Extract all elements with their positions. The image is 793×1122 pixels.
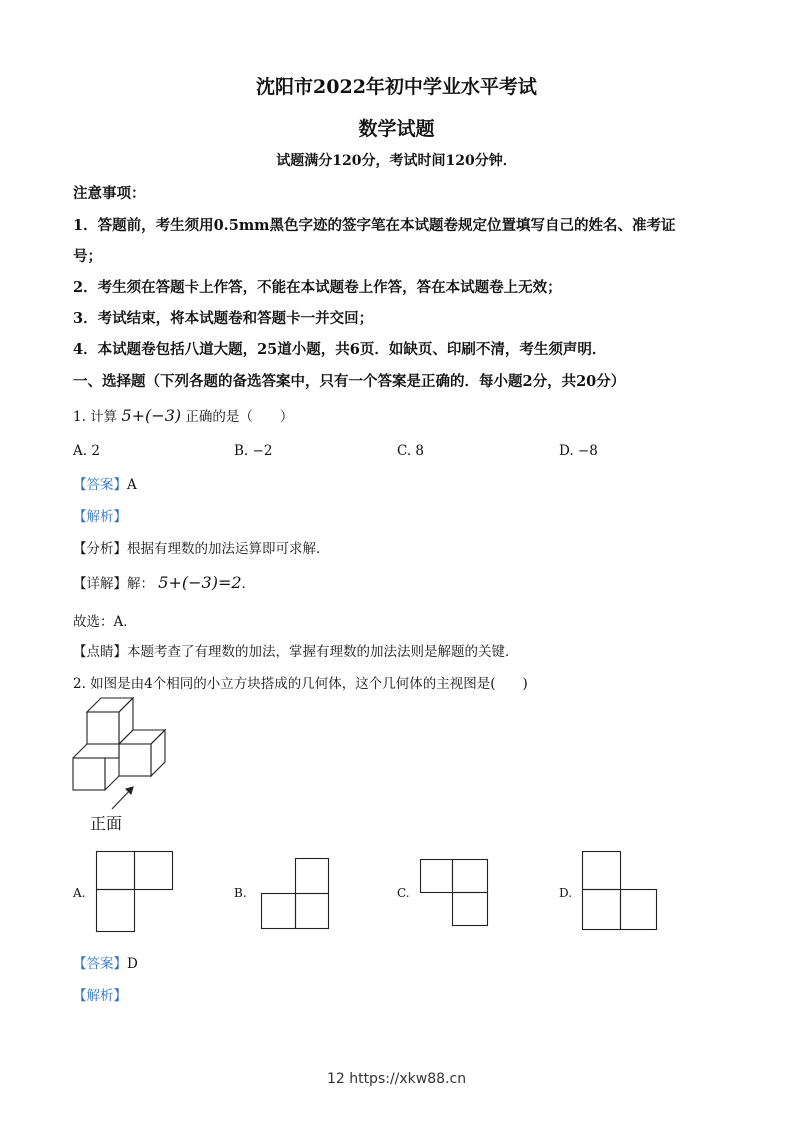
- xiangjie-text: 解：: [127, 576, 154, 592]
- page-footer: 12 https://xkw88.cn: [326, 1071, 467, 1087]
- q1-fenxi: [73, 537, 330, 557]
- q2-option-d-label: D.: [559, 886, 573, 900]
- page-title: 沈阳市2022年初中学业水平考试: [256, 76, 537, 98]
- answer-tag: 【答案】: [73, 477, 127, 493]
- answer-value: D: [127, 956, 138, 972]
- q1-analysis-tag: 【解析】: [73, 509, 127, 525]
- q2-option-b-label: B.: [234, 886, 247, 900]
- q1-suffix: 正确的是（ ）: [185, 409, 294, 425]
- cube-figure: [70, 695, 190, 815]
- page-subtitle: 数学试题: [358, 118, 435, 140]
- q2-option-d-figure: [582, 851, 662, 933]
- xiangjie-tag: 【详解】: [73, 576, 127, 592]
- q1-choose: 故选：A．: [73, 614, 137, 630]
- q2-answer: [73, 952, 138, 972]
- q1-dianjing: [73, 640, 519, 660]
- note-item-3: 3．考试结束，将本试题卷和答题卡一并交回；: [73, 310, 374, 327]
- dianjing-text: 本题考查了有理数的加法，掌握有理数的加法法则是解题的关键．: [127, 644, 519, 660]
- q2-stem: 2. 如图是由4个相同的小立方块搭成的几何体，这个几何体的主视图是( ): [73, 676, 528, 692]
- q2-option-a-label: A.: [73, 886, 86, 900]
- fenxi-tag: 【分析】: [73, 541, 127, 557]
- note-item-4: 4．本试题卷包括八道大题，25道小题，共6页．如缺页、印刷不清，考生须声明．: [73, 341, 607, 358]
- note-item-1-line-2: 号；: [73, 248, 102, 265]
- q1-xiangjie: [73, 572, 255, 592]
- q1-stem: [73, 405, 293, 425]
- q1-option-d: D. −8: [559, 443, 598, 459]
- note-item-1-line-1: 1．答题前，考生须用0.5mm黑色字迹的签字笔在本试题卷规定位置填写自己的姓名、准考证: [73, 217, 676, 234]
- q2-option-b-figure: [261, 858, 331, 930]
- q1-prefix: 1. 计算: [73, 409, 118, 425]
- xiangjie-end: ．: [241, 576, 256, 592]
- q1-option-a: A. 2: [73, 443, 100, 459]
- q2-option-a-figure: [96, 851, 176, 935]
- section-1-heading: 一、选择题（下列各题的备选答案中，只有一个答案是正确的．每小题2分，共20分）: [73, 373, 626, 390]
- fenxi-text: 根据有理数的加法运算即可求解．: [127, 541, 330, 557]
- notes-heading: 注意事项：: [73, 185, 146, 202]
- front-view-label: 正面: [90, 814, 123, 833]
- q1-expression: 5+(−3): [121, 406, 182, 425]
- q2-option-c-label: C.: [397, 886, 410, 900]
- q2-option-c-figure: [420, 859, 492, 929]
- note-item-2: 2．考生须在答题卡上作答，不能在本试题卷上作答，答在本试题卷上无效；: [73, 279, 562, 296]
- xiangjie-expression: 5+(−3)=2: [158, 573, 242, 592]
- answer-tag: 【答案】: [73, 956, 127, 972]
- q1-answer: [73, 473, 137, 493]
- answer-value: A: [127, 477, 137, 493]
- q1-option-b: B. −2: [234, 443, 273, 459]
- q1-option-c: C. 8: [397, 443, 425, 459]
- q2-analysis-tag: 【解析】: [73, 988, 127, 1004]
- dianjing-tag: 【点睛】: [73, 644, 127, 660]
- exam-info: 试题满分120分，考试时间120分钟．: [276, 153, 517, 169]
